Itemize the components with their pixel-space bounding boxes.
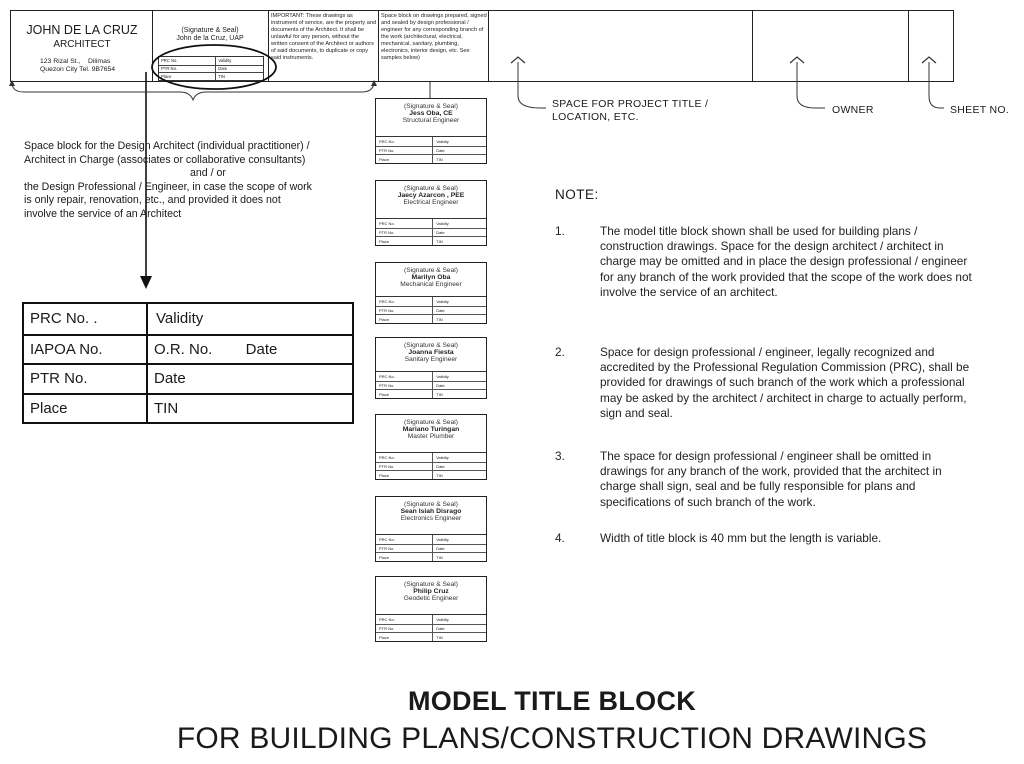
owner-label: OWNER xyxy=(832,104,874,116)
seal-table-row xyxy=(376,297,486,306)
seal-table-cell: Validity xyxy=(436,373,449,379)
seal-table-row xyxy=(376,228,486,237)
mini-cell: Date xyxy=(218,65,228,71)
seal-table-cell: Date xyxy=(436,307,445,313)
leader-line xyxy=(929,62,944,108)
seal-title: Sanitary Engineer xyxy=(404,356,458,363)
seal-table-row xyxy=(376,381,486,390)
seal-table-row xyxy=(376,389,486,398)
seal-table-row xyxy=(376,624,486,633)
seal-table-cell: PTR No. xyxy=(376,147,433,155)
mini-cell: PTR No. xyxy=(159,66,216,73)
seal-table-cell: TIN xyxy=(436,634,443,640)
seal-table-cell: Date xyxy=(436,147,445,153)
seal-table-row xyxy=(376,552,486,561)
seal-title: Structural Engineer xyxy=(402,117,460,124)
seal-table-cell: Place xyxy=(376,471,433,479)
pointer-arrowhead xyxy=(140,276,152,289)
seal-name: Jess Oba, CE xyxy=(409,110,453,117)
note-number: 3. xyxy=(555,449,565,463)
note-number: 2. xyxy=(555,345,565,359)
strip-signer-name: John de la Cruz, UAP xyxy=(176,35,244,42)
seal-table xyxy=(376,534,486,561)
desc-line: is only repair, renovation, etc., and provided it does not xyxy=(24,194,281,206)
seal-table-row xyxy=(376,453,486,462)
seal-box xyxy=(375,98,487,164)
sheet-no-label: SHEET NO. xyxy=(950,104,1010,116)
seal-table-cell: Place xyxy=(376,237,433,245)
seal-table-cell: TIN xyxy=(436,156,443,162)
project-title-label: SPACE FOR PROJECT TITLE / LOCATION, ETC. xyxy=(552,98,709,123)
table-cell: TIN xyxy=(154,399,179,417)
seal-signature-label: (Signature & Seal) xyxy=(404,185,458,192)
seal-title: Geodetic Engineer xyxy=(403,595,459,602)
leader-line xyxy=(518,62,546,108)
seal-table-cell: Validity xyxy=(436,298,449,304)
seal-table-row xyxy=(376,236,486,245)
footer-title: MODEL TITLE BLOCK xyxy=(407,686,697,716)
seal-box xyxy=(375,414,487,480)
seal-table-cell: PTR No. xyxy=(376,625,433,633)
desc-line: and / or xyxy=(190,167,226,179)
seal-table-cell: Validity xyxy=(436,616,449,622)
table-cell: PTR No. xyxy=(24,365,148,393)
seal-table xyxy=(376,371,486,398)
footer-subtitle: FOR BUILDING PLANS/CONSTRUCTION DRAWINGS xyxy=(176,722,928,755)
seal-name: Sean Isiah Disrago xyxy=(400,508,462,515)
seal-box xyxy=(375,337,487,399)
mini-cell: TIN xyxy=(218,73,225,79)
seal-box xyxy=(375,180,487,246)
table-cell: Place xyxy=(24,395,148,423)
seal-table-row xyxy=(376,462,486,471)
seal-table-row xyxy=(376,544,486,553)
seal-table-cell: TIN xyxy=(436,238,443,244)
seal-table-cell: Place xyxy=(376,553,433,561)
seal-signature-label: (Signature & Seal) xyxy=(404,342,458,349)
desc-line: the Design Professional / Engineer, in case the scope of work xyxy=(24,180,312,193)
seal-name: Marilyn Oba xyxy=(411,274,451,281)
credentials-table xyxy=(22,302,354,424)
table-cell: IAPOA No. xyxy=(24,336,148,364)
table-cell: Validity xyxy=(156,310,204,328)
table-row xyxy=(24,304,352,334)
seal-table-cell: TIN xyxy=(436,472,443,478)
seal-table-row xyxy=(376,154,486,163)
seal-table-row xyxy=(376,615,486,624)
seal-title: Master Plumber xyxy=(407,433,455,440)
mini-cell: PRC No. xyxy=(159,57,216,65)
seal-signature-label: (Signature & Seal) xyxy=(404,267,458,274)
space-block-note: Space block on drawings prepared, signed and sealed by design professional / engineer for any corresponding branch of the work (architectural, electrical, mechanical, sanitary, plumbing, electronics, interior design, etc. See samples below) xyxy=(381,13,487,61)
left-description xyxy=(24,140,369,221)
seal-table-row xyxy=(376,535,486,544)
seal-title: Mechanical Engineer xyxy=(400,281,462,288)
seal-box xyxy=(375,576,487,642)
seal-table-cell: TIN xyxy=(436,554,443,560)
note-item: The model title block shown shall be used for building plans / construction drawings. Space for the design architect / architect in charge may be omitted and in place the design professional / engineer for any branch of the work provided that the scope of the work does not involve the service of an architect. xyxy=(600,224,972,299)
note-item: The space for design professional / engineer shall be omitted in drawings for any branch of the work, provided that the architect in charge shall sign, seal and be fully responsible for plans and specifications of such branch of the work. xyxy=(600,449,942,509)
desc-line: involve the service of an Architect xyxy=(24,207,182,220)
seal-signature-label: (Signature & Seal) xyxy=(404,103,458,110)
seal-table-cell: Place xyxy=(376,315,433,323)
seal-table-row xyxy=(376,306,486,315)
note-number: 4. xyxy=(555,531,565,545)
seal-name: Philip Cruz xyxy=(413,588,449,595)
seal-table-cell: PRC No. xyxy=(376,219,433,228)
seal-table-row xyxy=(376,137,486,146)
seal-table-row xyxy=(376,632,486,641)
note-number: 1. xyxy=(555,224,565,238)
seal-table xyxy=(376,136,486,163)
seal-table-cell: PTR No. xyxy=(376,307,433,315)
seal-table-cell: PRC No. xyxy=(376,615,433,624)
seal-title: Electrical Engineer xyxy=(403,199,459,206)
highlight-ellipse xyxy=(152,45,276,89)
architect-role: ARCHITECT xyxy=(53,39,111,50)
important-notice: IMPORTANT: These drawings as instrument of service, are the property and documents of the Architect. It shall be unlawful for any person, without the written consent of the Architect or authors of said documents, to duplicate or copy said instruments. xyxy=(271,13,377,61)
seal-table-row xyxy=(376,314,486,323)
architect-name: JOHN DE LA CRUZ xyxy=(26,23,138,37)
seal-table-row xyxy=(376,372,486,381)
seal-table-cell: Place xyxy=(376,390,433,398)
seal-signature-label: (Signature & Seal) xyxy=(404,419,458,426)
seal-table-cell: Validity xyxy=(436,536,449,542)
seal-box xyxy=(375,496,487,562)
seal-table-cell: Date xyxy=(436,625,445,631)
seal-table-cell: Date xyxy=(436,382,445,388)
architect-address: 123 Rizal St., Dilimas xyxy=(40,58,111,65)
note-item: Space for design professional / engineer, legally recognized and accredited by the Professional Regulation Commission (PRC), shall be provided for drawings of such branch of the work which a professional may be asked by the architect / architect in charge to actually perform, sign and seal. xyxy=(600,345,970,420)
seal-table-row xyxy=(376,219,486,228)
seal-box xyxy=(375,262,487,324)
table-row xyxy=(24,393,352,423)
brace-bracket xyxy=(12,84,374,100)
seal-table xyxy=(376,614,486,641)
seal-table-cell: PRC No. xyxy=(376,372,433,381)
seal-table-cell: PTR No. xyxy=(376,545,433,553)
table-row xyxy=(24,334,352,364)
seal-table-cell: Date xyxy=(436,463,445,469)
seal-table-cell: PTR No. xyxy=(376,382,433,390)
seal-signature-label: (Signature & Seal) xyxy=(404,501,458,508)
note-item: Width of title block is 40 mm but the length is variable. xyxy=(600,531,882,545)
seal-table-cell: PTR No. xyxy=(376,229,433,237)
seal-table xyxy=(376,296,486,323)
seal-table-cell: Validity xyxy=(436,138,449,144)
table-cell: Date xyxy=(154,370,186,388)
strip-signature-label: (Signature & Seal) xyxy=(181,27,239,34)
seal-table xyxy=(376,218,486,245)
seal-table-cell: Place xyxy=(376,155,433,163)
leader-line xyxy=(797,62,825,108)
seal-table-cell: TIN xyxy=(436,316,443,322)
seal-title: Electronics Engineer xyxy=(400,515,462,522)
note-heading: NOTE: xyxy=(555,187,599,202)
seal-table-cell: Place xyxy=(376,633,433,641)
seal-table-cell: TIN xyxy=(436,391,443,397)
table-cell: PRC No. . xyxy=(24,304,148,334)
table-row xyxy=(24,363,352,393)
desc-line: Architect in Charge (associates or collaborative consultants) xyxy=(24,153,306,166)
seal-name: Joanna Fiesta xyxy=(408,349,454,356)
seal-table-cell: Date xyxy=(436,229,445,235)
seal-name: Jaecy Azarcon , PEE xyxy=(397,192,465,199)
seal-signature-label: (Signature & Seal) xyxy=(404,581,458,588)
seal-table-row xyxy=(376,470,486,479)
seal-table-cell: PRC No. xyxy=(376,297,433,306)
seal-table-cell: PTR No. xyxy=(376,463,433,471)
desc-line: Space block for the Design Architect (individual practitioner) / xyxy=(24,140,310,152)
table-cell: O.R. No. Date xyxy=(154,340,278,358)
mini-cell: Place xyxy=(159,73,216,80)
seal-table-row xyxy=(376,146,486,155)
architect-city-tel: Quezon City Tel. 9B7654 xyxy=(40,66,116,73)
seal-table-cell: Date xyxy=(436,545,445,551)
mini-cell: Validity xyxy=(218,57,232,63)
seal-table-cell: PRC No. xyxy=(376,535,433,544)
seal-name: Mariano Turingan xyxy=(402,426,460,433)
seal-table-cell: PRC No. xyxy=(376,137,433,146)
seal-table-cell: Validity xyxy=(436,454,449,460)
seal-table xyxy=(376,452,486,479)
seal-table-cell: PRC No. xyxy=(376,453,433,462)
seal-table-cell: Validity xyxy=(436,220,449,226)
